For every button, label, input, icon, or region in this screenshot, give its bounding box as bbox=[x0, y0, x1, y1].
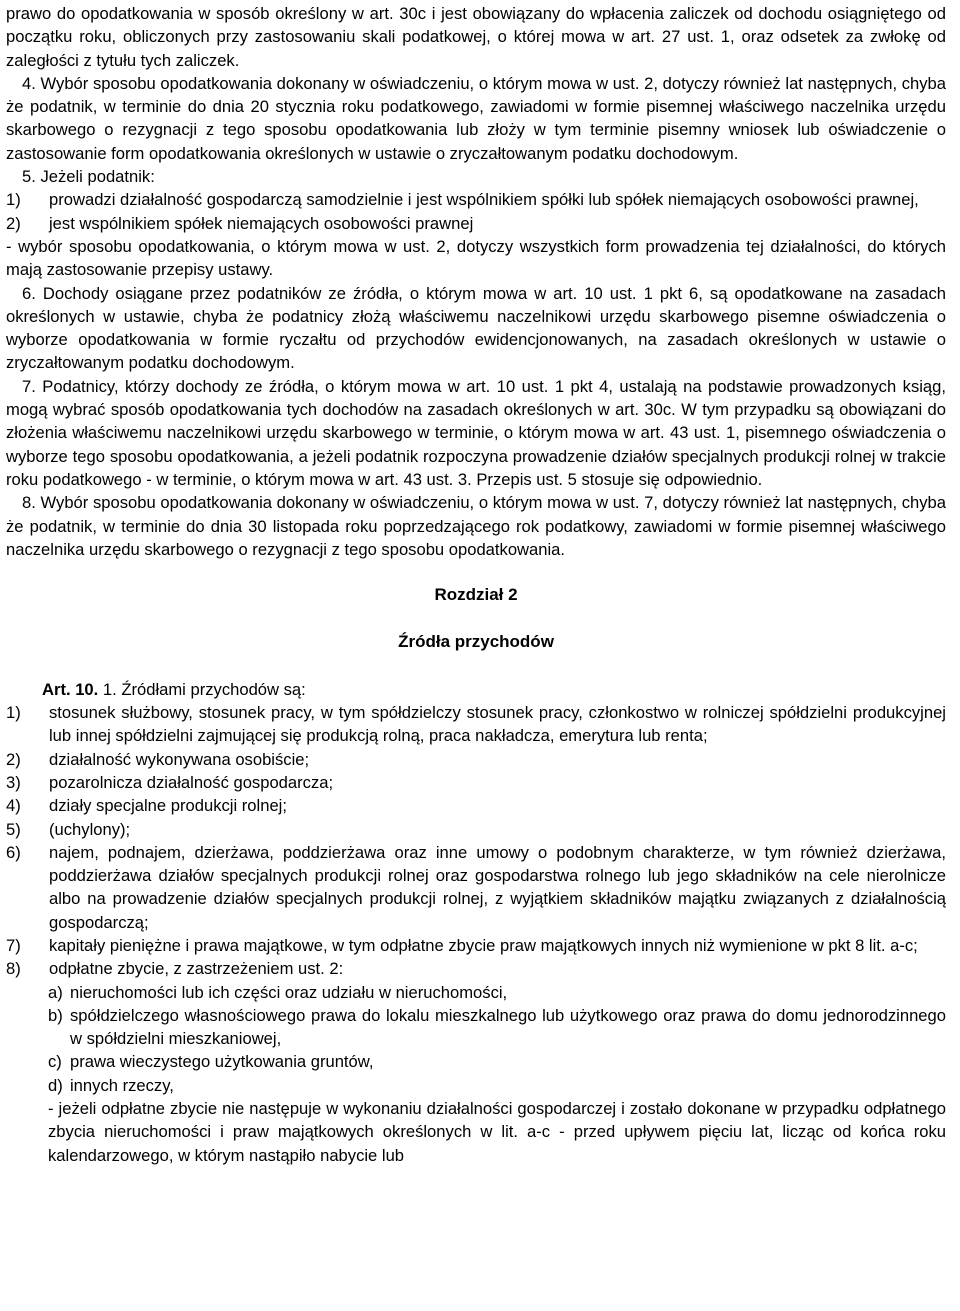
list-item-number: 7) bbox=[6, 935, 21, 955]
sub-list-item-letter: b) bbox=[48, 1005, 63, 1025]
list-item bbox=[6, 841, 946, 934]
list-item-number: 4) bbox=[6, 796, 21, 816]
paragraph-8: 8. Wybór sposobu opodatkowania dokonany w oświadczeniu, o którym mowa w ust. 7, dotyczy również lat następnych, chyba że podatnik, w terminie do dnia 30 listopada roku poprzedzającego rok podatkowy, zawiadomi w formie pisemnej właściwego naczelnika urzędu skarbowego o rezygnacji z tego sposobu opodatkowania. bbox=[6, 493, 946, 559]
sub-list-item-text: nieruchomości lub ich części oraz udziału w nieruchomości, bbox=[70, 982, 508, 1002]
list-item bbox=[6, 934, 946, 957]
list-item-number: 1) bbox=[6, 190, 21, 210]
list-item-number: 3) bbox=[6, 772, 21, 792]
sub-list-item-text: innych rzeczy, bbox=[70, 1075, 174, 1095]
list-item-number: 1) bbox=[6, 703, 21, 723]
sub-list-item bbox=[6, 1050, 946, 1073]
paragraph-5-intro: 5. Jeżeli podatnik: bbox=[22, 167, 155, 187]
list-item-text: pozarolnicza działalność gospodarcza; bbox=[49, 772, 334, 792]
sub-list-item-letter: d) bbox=[48, 1075, 63, 1095]
list-item-number: 2) bbox=[6, 749, 21, 769]
list-item-text: odpłatne zbycie, z zastrzeżeniem ust. 2: bbox=[49, 959, 344, 979]
sub-list-item bbox=[6, 1004, 946, 1051]
list-item-number: 5) bbox=[6, 819, 21, 839]
sub-list-item-letter: c) bbox=[48, 1052, 62, 1072]
list-item-text: kapitały pieniężne i prawa majątkowe, w tym odpłatne zbycie praw majątkowych innych niż wymienione w pkt 8 lit. a-c; bbox=[49, 935, 918, 955]
paragraph-5-tail: - wybór sposobu opodatkowania, o którym mowa w ust. 2, dotyczy wszystkich form prowadzenia tej działalności, do których mają zastosowanie przepisy ustawy. bbox=[6, 236, 946, 280]
list-item bbox=[6, 794, 946, 817]
sub-list-item-text: prawa wieczystego użytkowania gruntów, bbox=[70, 1052, 374, 1072]
list-item bbox=[6, 818, 946, 841]
chapter-title: Źródła przychodów bbox=[398, 632, 554, 652]
list-item bbox=[6, 701, 946, 748]
list-item-text: działalność wykonywana osobiście; bbox=[49, 749, 310, 769]
list-item-number: 2) bbox=[6, 213, 21, 233]
sub-list-item bbox=[6, 981, 946, 1004]
article-label: Art. 10. bbox=[42, 679, 99, 699]
list-item-text: działy specjalne produkcji rolnej; bbox=[49, 796, 287, 816]
list-item-text: prowadzi działalność gospodarczą samodzielnie i jest wspólnikiem spółki lub spółek niemających osobowości prawnej, bbox=[49, 190, 919, 210]
list-item-text: jest wspólnikiem spółek niemających osobowości prawnej bbox=[49, 213, 474, 233]
document-page bbox=[6, 0, 946, 1167]
list-item-text: (uchylony); bbox=[49, 819, 131, 839]
sub-list-item-letter: a) bbox=[48, 982, 63, 1002]
chapter-number: Rozdział 2 bbox=[434, 585, 518, 605]
list-item bbox=[6, 188, 946, 211]
list-item-text: stosunek służbowy, stosunek pracy, w tym spółdzielczy stosunek pracy, członkostwo w rolniczej spółdzielni produkcyjnej lub innej spółdzielni zajmującej się produkcją rolną, praca nakładcza, emerytura lub renta; bbox=[49, 703, 946, 746]
article-heading bbox=[6, 678, 946, 701]
list-item bbox=[6, 212, 946, 235]
paragraph-continuation: prawo do opodatkowania w sposób określony w art. 30c i jest obowiązany do wpłacenia zaliczek od dochodu osiągniętego od początku roku, obliczonych przy zastosowaniu skali podatkowej, o której mowa w art. 27 ust. 1, oraz odsetek za zwłokę od zaległości z tytułu tych zaliczek. bbox=[6, 4, 946, 70]
paragraph-4: 4. Wybór sposobu opodatkowania dokonany w oświadczeniu, o którym mowa w ust. 2, dotyczy również lat następnych, chyba że podatnik, w terminie do dnia 20 stycznia roku podatkowego, zawiadomi w formie pisemnej właściwego naczelnika urzędu skarbowego o rezygnacji z tego sposobu opodatkowania lub złoży w tym terminie pisemny wniosek lub oświadczenie o zastosowanie form opodatkowania określonych w ustawie o zryczałtowanym podatku dochodowym. bbox=[6, 73, 946, 163]
list-item-number: 8) bbox=[6, 959, 21, 979]
list-item bbox=[6, 957, 946, 980]
article-item-8-tail: - jeżeli odpłatne zbycie nie następuje w wykonaniu działalności gospodarczej i zostało dokonane w przypadku odpłatnego zbycia nieruchomości i praw majątkowych określonych w lit. a-c - przed upływem pięciu lat, licząc od końca roku kalendarzowego, w którym nastąpiło nabycie lub bbox=[48, 1099, 946, 1165]
list-item-text: najem, podnajem, dzierżawa, poddzierżawa oraz inne umowy o podobnym charakterze, w tym również dzierżawa, poddzierżawa działów specjalnych produkcji rolnej oraz gospodarstwa rolnego lub jego składników na cele nierolnicze albo na prowadzenie działów specjalnych produkcji rolnej, z wyjątkiem składników majątku związanych z działalnością gospodarczą; bbox=[49, 842, 946, 932]
list-item bbox=[6, 748, 946, 771]
list-item-number: 6) bbox=[6, 842, 21, 862]
paragraph-7: 7. Podatnicy, którzy dochody ze źródła, o którym mowa w art. 10 ust. 1 pkt 4, ustalają na podstawie prowadzonych ksiąg, mogą wybrać sposób opodatkowania tych dochodów na zasadach określonych w art. 30c. W tym przypadku są obowiązani do złożenia właściwemu naczelnikowi urzędu skarbowego w terminie, o którym mowa w art. 43 ust. 1, pisemnego oświadczenia o wyborze tego sposobu opodatkowania, a jeżeli podatnik rozpoczyna prowadzenie działów specjalnych produkcji rolnej w trakcie roku podatkowego - w terminie, o którym mowa w art. 43 ust. 3. Przepis ust. 5 stosuje się odpowiednio. bbox=[6, 376, 946, 489]
sub-list-item bbox=[6, 1074, 946, 1097]
article-intro: 1. Źródłami przychodów są: bbox=[98, 679, 306, 699]
sub-list-item-text: spółdzielczego własnościowego prawa do lokalu mieszkalnego lub użytkowego oraz prawa do domu jednorodzinnego w spółdzielni mieszkaniowej, bbox=[70, 1005, 946, 1049]
paragraph-6: 6. Dochody osiągane przez podatników ze źródła, o którym mowa w art. 10 ust. 1 pkt 6, są opodatkowane na zasadach określonych w ustawie, chyba że podatnicy złożą właściwemu naczelnikowi urzędu skarbowego pisemne oświadczenia o wyborze opodatkowania w formie ryczałtu od przychodów ewidencjonowanych, na zasadach określonych w ustawie o zryczałtowanym podatku dochodowym. bbox=[6, 283, 946, 373]
list-item bbox=[6, 771, 946, 794]
